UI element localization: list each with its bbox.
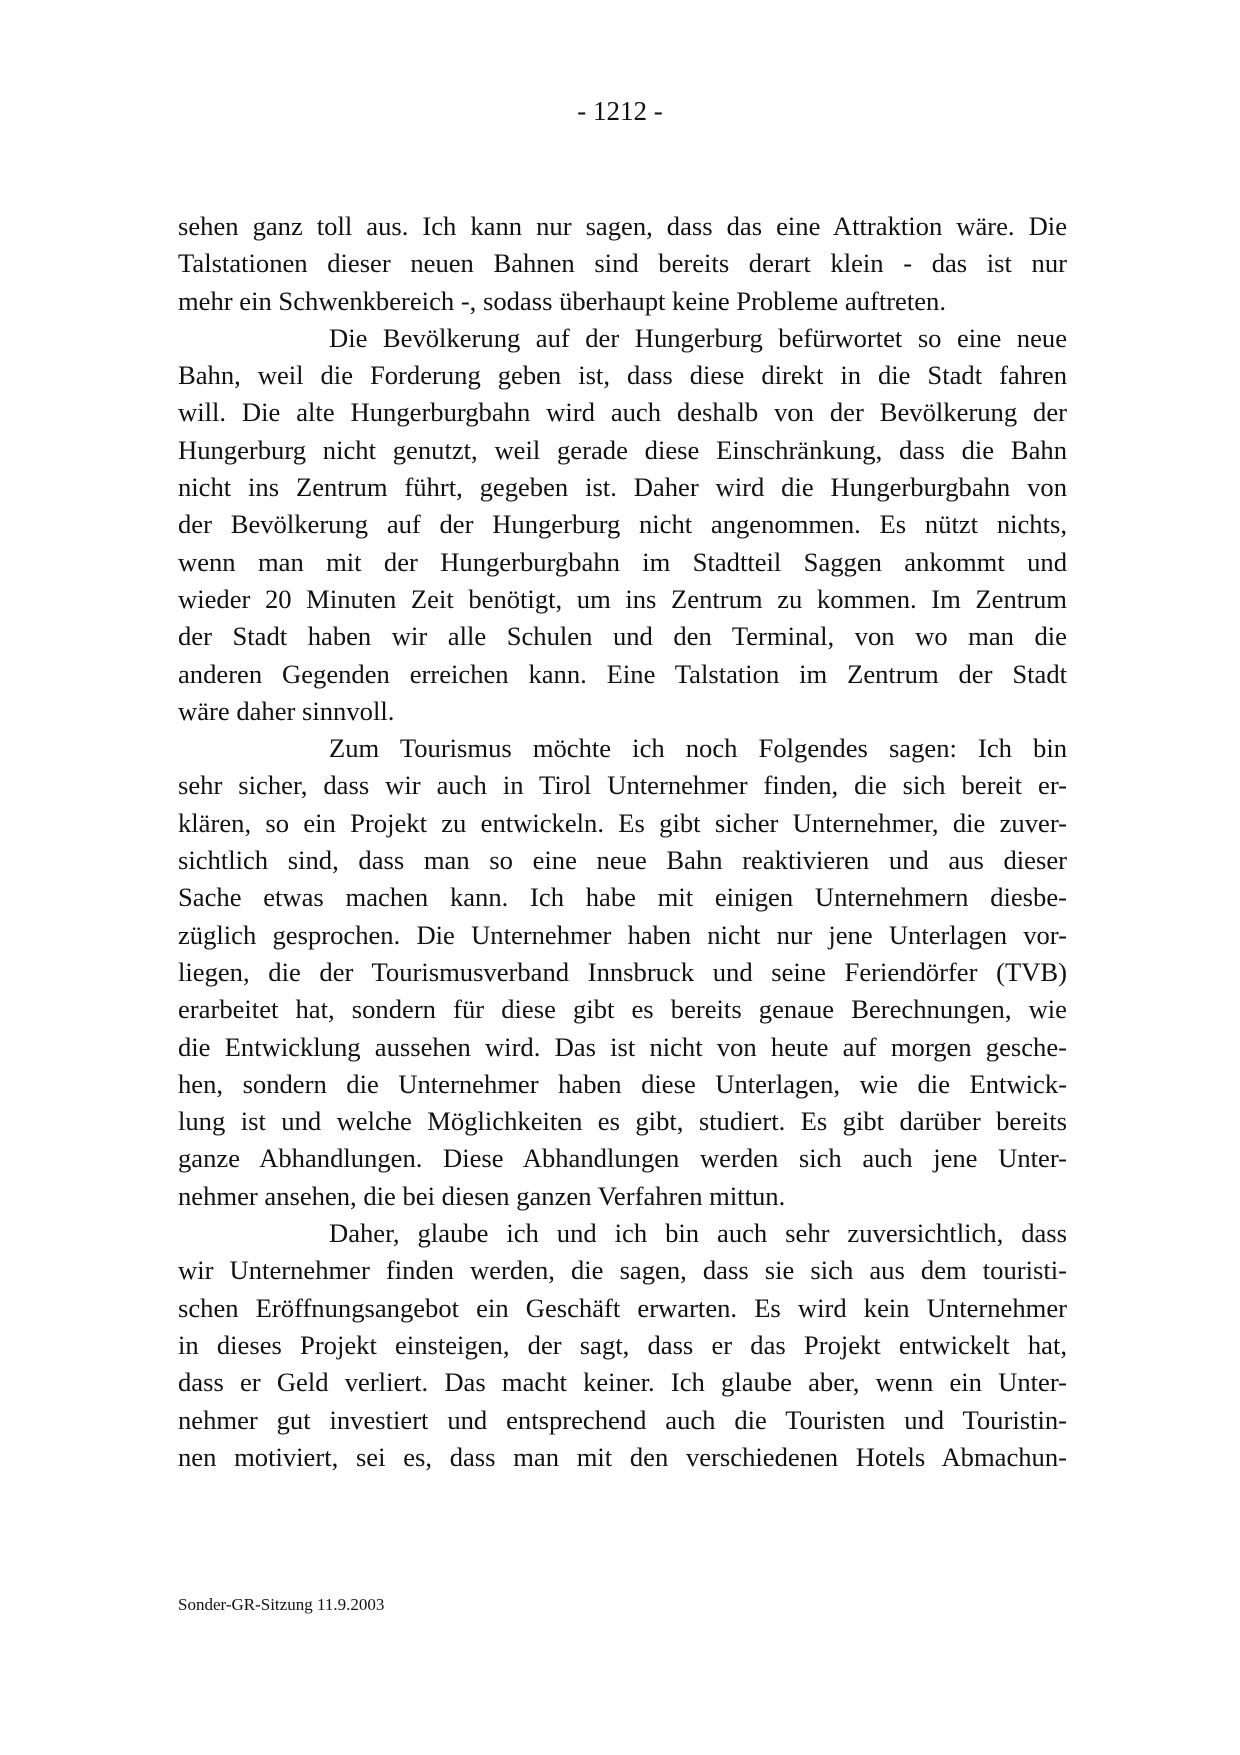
- text-line: nehmer gut investiert und entsprechend auch die Touristen und Touristin-: [178, 1404, 1067, 1435]
- text-line: wäre daher sinnvoll.: [178, 695, 395, 726]
- text-line: die Entwicklung aussehen wird. Das ist nicht von heute auf morgen gesche-: [178, 1031, 1067, 1062]
- text-line: anderen Gegenden erreichen kann. Eine Talstation im Zentrum der Stadt: [178, 658, 1067, 689]
- text-line: Bahn, weil die Forderung geben ist, dass diese direkt in die Stadt fahren: [178, 360, 1067, 391]
- text-line: mehr ein Schwenkbereich -, sodass überhaupt keine Probleme auftreten.: [178, 285, 946, 316]
- body-text: [178, 208, 1067, 1476]
- text-line: klären, so ein Projekt zu entwickeln. Es gibt sicher Unternehmer, die zuver-: [178, 807, 1067, 838]
- text-line: lung ist und welche Möglichkeiten es gibt, studiert. Es gibt darüber bereits: [178, 1106, 1067, 1137]
- text-line: Zum Tourismus möchte ich noch Folgendes sagen: Ich bin: [329, 733, 1067, 764]
- text-line: züglich gesprochen. Die Unternehmer haben nicht nur jene Unterlagen vor-: [178, 919, 1067, 950]
- text-line: dass er Geld verliert. Das macht keiner. Ich glaube aber, wenn ein Unter-: [178, 1367, 1067, 1398]
- text-line: wir Unternehmer finden werden, die sagen, dass sie sich aus dem touristi-: [178, 1255, 1067, 1286]
- text-line: will. Die alte Hungerburgbahn wird auch deshalb von der Bevölkerung der: [178, 397, 1067, 428]
- text-line: erarbeitet hat, sondern für diese gibt es bereits genaue Berechnungen, wie: [178, 994, 1067, 1025]
- text-line: wieder 20 Minuten Zeit benötigt, um ins Zentrum zu kommen. Im Zentrum: [178, 583, 1067, 614]
- text-line: nen motiviert, sei es, dass man mit den verschiedenen Hotels Abmachun-: [178, 1441, 1067, 1472]
- text-line: Daher, glaube ich und ich bin auch sehr zuversichtlich, dass: [329, 1218, 1067, 1249]
- text-line: sichtlich sind, dass man so eine neue Bahn reaktivieren und aus dieser: [178, 845, 1067, 876]
- text-line: nicht ins Zentrum führt, gegeben ist. Daher wird die Hungerburgbahn von: [178, 472, 1067, 503]
- text-line: nehmer ansehen, die bei diesen ganzen Verfahren mittun.: [178, 1180, 786, 1211]
- text-line: wenn man mit der Hungerburgbahn im Stadtteil Saggen ankommt und: [178, 546, 1067, 577]
- text-line: Sache etwas machen kann. Ich habe mit einigen Unternehmern diesbe-: [178, 882, 1067, 913]
- text-line: schen Eröffnungsangebot ein Geschäft erwarten. Es wird kein Unternehmer: [178, 1292, 1067, 1323]
- text-line: sehen ganz toll aus. Ich kann nur sagen, dass das eine Attraktion wäre. Die: [178, 211, 1067, 241]
- text-line: ganze Abhandlungen. Diese Abhandlungen werden sich auch jene Unter-: [178, 1143, 1067, 1174]
- text-line: der Bevölkerung auf der Hungerburg nicht angenommen. Es nützt nichts,: [178, 509, 1067, 540]
- page-number: - 1212 -: [577, 96, 663, 126]
- text-line: Talstationen dieser neuen Bahnen sind bereits derart klein - das ist nur: [178, 248, 1067, 279]
- text-line: Hungerburg nicht genutzt, weil gerade diese Einschränkung, dass die Bahn: [178, 434, 1067, 465]
- footer-session-label: Sonder-GR-Sitzung 11.9.2003: [178, 1595, 385, 1614]
- text-line: der Stadt haben wir alle Schulen und den Terminal, von wo man die: [178, 621, 1067, 652]
- text-line: liegen, die der Tourismusverband Innsbruck und seine Feriendörfer (TVB): [178, 956, 1067, 987]
- text-line: in dieses Projekt einsteigen, der sagt, dass er das Projekt entwickelt hat,: [178, 1329, 1067, 1360]
- text-line: sehr sicher, dass wir auch in Tirol Unternehmer finden, die sich bereit er-: [178, 770, 1067, 801]
- text-line: Die Bevölkerung auf der Hungerburg befürwortet so eine neue: [329, 322, 1067, 353]
- text-line: hen, sondern die Unternehmer haben diese Unterlagen, wie die Entwick-: [178, 1068, 1067, 1099]
